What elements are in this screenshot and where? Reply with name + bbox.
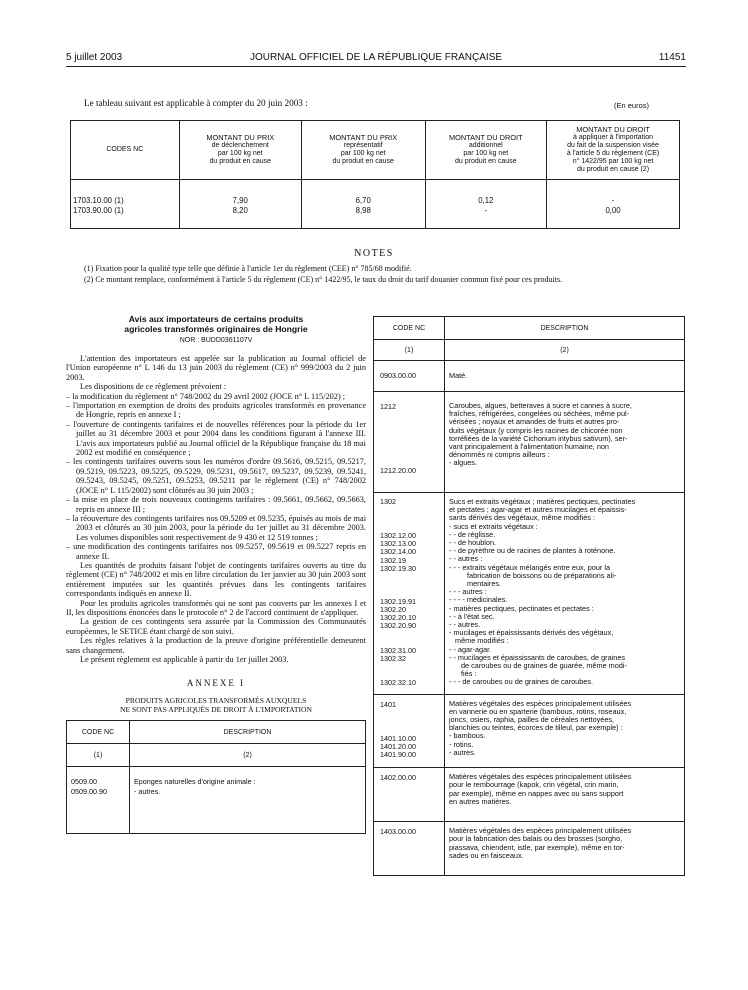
- avis-bullet: – l'ouverture de contingents tarifaires et de nouvelles références pour la période du 1er juillet au 31 décembre 2003 et pour 2004 dans les conditions figurant à l'annexe III. L'avis aux importateurs publié au Journal officiel de la République française du 18 mai 2002 est modifié en conséquence ;: [66, 419, 366, 458]
- avis-bullet: – la réouverture des contingents tarifaires nos 09.5209 et 09.5235, épuisés au mois de mai 2003 et clôturés au 30 juin 2003, pour la période du 1er juillet au 31 décembre 2003. Les volumes disponibles sont respectivement de 9 430 et 12 519 tonnes ;: [66, 513, 366, 542]
- prix-representatif-cell: 6,70 8,98: [301, 180, 425, 229]
- avis-paragraph: Les règles relatives à la production de la preuve d'origine préférentielle demeurent sans changement.: [66, 636, 366, 655]
- annexe-table: [66, 720, 366, 834]
- left-column: [66, 314, 366, 834]
- avis-bullet: – l'importation en exemption de droits des produits agricoles transformés en provenance de Hongrie, repris en annexe I ;: [66, 401, 366, 420]
- note-1: (1) Fixation pour la qualité type telle que définie à l'article 1er du règlement (CEE) n° 785/68 modifié.: [84, 264, 412, 273]
- table-row: [374, 694, 685, 768]
- th-prix-declenchement: MONTANT DU PRIX de déclenchement par 100 kg net du produit en cause: [179, 121, 301, 180]
- avis-paragraph: La gestion de ces contingents sera assurée par la Commission des Communautés européennes, le SETICE étant chargé de son suivi.: [66, 617, 366, 636]
- droit-suspension-cell: - 0,00: [547, 180, 680, 229]
- code-cell: 1402.00.00: [374, 768, 445, 822]
- th-num-1: (1): [374, 340, 445, 361]
- right-column: [373, 316, 685, 876]
- th-num-2: (2): [445, 340, 685, 361]
- desc-cell: Matières végétales des espèces principalement utilisées pour la fabrication des balais ou des brosses (sorgho, piassava, chiendent, istle, par exemple), même en tor- sades ou en faisceaux.: [445, 822, 685, 876]
- th-description: DESCRIPTION: [445, 317, 685, 340]
- table-row: [374, 392, 685, 493]
- avis-bullet: – la mise en place de trois nouveaux contingents tarifaires : 09.5661, 09.5662, 09.5663, repris en annexe III ;: [66, 495, 366, 514]
- th-description: DESCRIPTION: [130, 721, 366, 744]
- droit-additionnel-cell: 0,12 -: [425, 180, 547, 229]
- code-cell: 1302 1302.12.00 1302.13.00 1302.14.00 1302.19 1302.19.30 1302.19.91 1302.20 1302.20.10 1302.20.90 1302.31.00 1302.32 1302.32.10: [374, 493, 445, 695]
- avis-bullet: – une modification des contingents tarifaires nos 09.5257, 09.5619 et 09.5227 repris en annexe II.: [66, 542, 366, 561]
- header-page-number: 11451: [658, 52, 686, 63]
- desc-cell: Matières végétales des espèces principalement utilisées en vannerie ou en sparterie (bambous, rotins, roseaux, joncs, osiers, raphia, pailles de céréales nettoyées, blanchies ou teintes, écorces de tilleul, par exemple) : - bambous. - rotins. - autres.: [445, 694, 685, 768]
- annexe-subtitle: PRODUITS AGRICOLES TRANSFORMÉS AUXQUELS NE SONT PAS APPLIQUÉS DE DROIT À L'IMPORTATION: [120, 696, 312, 715]
- code-cell: 1403.00.00: [374, 822, 445, 876]
- desc-cell: Caroubes, algues, betteraves à sucre et cannes à sucre, fraîches, réfrigérées, congelées ou séchées, même pul- vérisées ; noyaux et amandes de fruits et autres pro- duits végétaux (y compris les racines de chicorée non torréfiées de la variété Cichorium intybus sativum), ser- vant principalement à l'alimentation humaine, non dénommés ni compris ailleurs : - algues.: [445, 392, 685, 493]
- code-cell: 1401 1401.10.00 1401.20.00 1401.90.00: [374, 694, 445, 768]
- header-date: 5 juillet 2003: [66, 52, 123, 63]
- avis-paragraph: Les quantités de produits faisant l'objet de contingents tarifaires ouverts au titre du règlement (CE) n° 748/2002 et mis en libre circulation du 1er janvier au 30 juin 2003 sont entièrement imputées sur les quantités prévues dans les contingents tarifaires correspondants indiqués en annexe II.: [66, 560, 366, 599]
- avis-title: Avis aux importateurs de certains produits agricoles transformés originaires de Hongrie: [124, 314, 308, 334]
- table-row: [374, 822, 685, 876]
- table-row: [374, 361, 685, 392]
- th-num-1: (1): [67, 744, 130, 767]
- th-prix-representatif: MONTANT DU PRIX représentatif par 100 kg net du produit en cause: [301, 121, 425, 180]
- th-droit-suspension: MONTANT DU DROIT à appliquer à l'importation du fait de la suspension visée à l'article 5 du règlement (CE) n° 1422/95 par 100 kg net du produit en cause (2): [547, 121, 680, 180]
- tariff-table: [373, 316, 685, 876]
- annexe-title: ANNEXE I: [186, 678, 246, 689]
- header-rule: [66, 66, 686, 67]
- avis-bullet: – les contingents tarifaires ouverts sous les numéros d'ordre 09.5616, 09.5215, 09.5217, 09.5219, 09.5223, 09.5225, 09.5229, 09.5231, 09.5617, 09.5237, 09.5239, 09.5241, 09.5243, 09.5245, 09.5251, 09.5253, 09.5211 par le règlement (CE) n° 748/2002 (JOCE n° L 115/2002) sont clôturés au 30 juin 2003 ;: [66, 457, 366, 495]
- prix-declenchement-cell: 7,90 8,20: [179, 180, 301, 229]
- avis-paragraph: Pour les produits agricoles transformés qui ne sont pas couverts par les annexes I et II, les dispositions énoncées dans le protocole n° 2 de l'accord continuent de s'appliquer.: [66, 598, 366, 617]
- avis-paragraph: Les dispositions de ce règlement prévoient :: [80, 382, 227, 392]
- table-row: [374, 768, 685, 822]
- unit-label: (En euros): [614, 101, 650, 110]
- desc-cell: Eponges naturelles d'origine animale : - autres.: [130, 767, 366, 834]
- table-row: [374, 493, 685, 695]
- note-2: (2) Ce montant remplace, conformément à l'article 5 du règlement (CE) n° 1422/95, le taux du droit du tarif douanier commun fixé pour ces produits.: [84, 275, 563, 284]
- nor-reference: NOR : BUDD0361107V: [179, 337, 253, 344]
- avis-paragraph: Le présent règlement est applicable à partir du 1er juillet 2003.: [80, 655, 289, 664]
- header-title: JOURNAL OFFICIEL DE LA RÉPUBLIQUE FRANÇAISE: [249, 52, 503, 63]
- intro-text: Le tableau suivant est applicable à compter du 20 juin 2003 :: [84, 98, 308, 108]
- th-code-nc: CODE NC: [67, 721, 130, 744]
- code-cell: 1212 1212.20.00: [374, 392, 445, 493]
- table-row: [67, 767, 366, 834]
- price-table: [70, 120, 680, 229]
- code-cell: 0903.00.00: [374, 361, 445, 392]
- th-code-nc: CODE NC: [374, 317, 445, 340]
- desc-cell: Matières végétales des espèces principalement utilisées pour le rembourrage (kapok, crin végétal, crin marin, par exemple), même en nappes avec ou sans support en autres matières.: [445, 768, 685, 822]
- desc-cell: Sucs et extraits végétaux ; matières pectiques, pectinates et pectates ; agar-agar et autres mucilages et épaissis- sants dérivés des végétaux, même modifiés : - sucs et extraits végétaux : - - de réglisse. - - de houblon. - - de pyrèthre ou de racines de plantes à roténone. - - autres : - - - extraits végétaux mélangés entre eux, pour la fabrication de boissons ou de préparations ali- mentaires. - - - autres : - - - - médicinales. - matières pectiques, pectinates et pectates : - - à l'état sec. - - autres. - mucilages et épaississants dérivés des végétaux, même modifiés : - - agar-agar. - - mucilages et épaississants de caroubes, de graines de caroubes ou de graines de guarée, même modi- fiés : - - - de caroubes ou de graines de caroubes.: [445, 493, 685, 695]
- avis-paragraph: L'attention des importateurs est appelée sur la publication au Journal officiel de l'Union européenne n° L 146 du 13 juin 2003 du règlement (CE) n° 999/2003 du 2 juin 2003.: [66, 354, 366, 382]
- desc-cell: Maté.: [445, 361, 685, 392]
- codes-cell: 1703.10.00 (1) 1703.90.00 (1): [71, 180, 180, 229]
- avis-bullet: – la modification du règlement n° 748/2002 du 29 avril 2002 (JOCE n° L 115/202) ;: [66, 391, 346, 401]
- notes-title: NOTES: [354, 248, 394, 259]
- th-num-2: (2): [130, 744, 366, 767]
- table-row: [71, 180, 680, 229]
- th-codes: CODES NC: [71, 121, 180, 180]
- th-droit-additionnel: MONTANT DU DROIT additionnel par 100 kg net du produit en cause: [425, 121, 547, 180]
- code-cell: 0509.00 0509.00.90: [67, 767, 130, 834]
